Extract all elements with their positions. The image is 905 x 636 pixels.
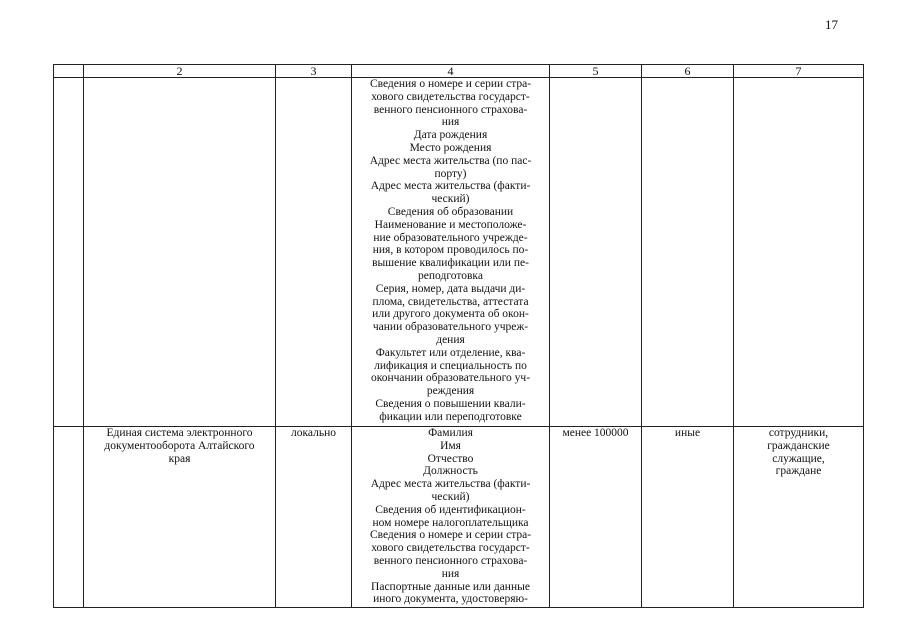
row2-col2-line: края xyxy=(168,452,191,465)
row1-col4-line: ние образовательного учрежде- xyxy=(373,231,528,244)
row2-col4-line: Адрес места жительства (факти- xyxy=(370,478,531,491)
row1-col4-line: Факультет или отделение, ква- xyxy=(375,346,526,359)
table-row xyxy=(54,427,864,608)
data-table xyxy=(53,64,864,608)
row2-system-name xyxy=(84,427,276,608)
row2-col4-line: Фамилия xyxy=(428,427,473,439)
row1-col4-line: или другого документа об окон- xyxy=(372,308,529,321)
row1-col3 xyxy=(276,78,352,427)
row2-col4-line: ния xyxy=(441,567,460,580)
row1-col4-line: окончании образовательного уч- xyxy=(370,372,531,385)
row2-location: локально xyxy=(276,427,352,608)
row2-col4-line: хового свидетельства государст- xyxy=(371,542,530,555)
row2-col4-line: иного документа, удостоверяю- xyxy=(373,593,528,606)
row1-col4-line: лификация и специальность по xyxy=(374,359,527,372)
row1-col6 xyxy=(642,78,734,427)
header-cell-3: 3 xyxy=(276,65,352,78)
header-cell-7: 7 xyxy=(734,65,864,78)
header-cell-2: 2 xyxy=(84,65,276,78)
row1-col4-line: ческий) xyxy=(431,193,470,206)
row1-col4-line: Адрес места жительства (факти- xyxy=(370,180,531,193)
row1-col4-line: вышение квалификации или пе- xyxy=(372,257,529,270)
row2-col4-line: Сведения об идентификацион- xyxy=(375,503,526,516)
header-cell-1 xyxy=(54,65,84,78)
row1-col4-line: ния xyxy=(441,116,460,129)
row1-col4-line: Сведения о повышении квали- xyxy=(375,397,526,410)
row2-col4-line: венного пенсионного страхова- xyxy=(373,554,528,567)
header-cell-4: 4 xyxy=(352,65,550,78)
row1-col4-line: Сведения о номере и серии стра- xyxy=(369,78,532,90)
row1-col4-line: Дата рождения xyxy=(413,129,488,142)
row2-col7-line: служащие, xyxy=(772,452,825,465)
row2-col4 xyxy=(352,427,550,608)
row1-col4-line: Адрес места жительства (по пас- xyxy=(369,154,532,167)
row1-col4-line: дения xyxy=(436,333,465,346)
row1-col4-line: реподготовка xyxy=(418,269,483,282)
row1-col4 xyxy=(352,78,550,427)
row1-col4-line: венного пенсионного страхова- xyxy=(373,103,528,116)
row2-col7-line: гражданские xyxy=(767,439,830,452)
row1-col5 xyxy=(550,78,642,427)
row1-col4-line: хового свидетельства государст- xyxy=(371,90,530,103)
row1-col4-line: Наименование и местоположе- xyxy=(374,218,527,231)
row1-col4-line: Сведения об образовании xyxy=(387,205,514,218)
row2-col2-line: Единая система электронного xyxy=(106,427,253,439)
row1-col4-line: чании образовательного учреж- xyxy=(372,321,529,334)
row2-col2-line: документооборота Алтайского xyxy=(104,439,255,452)
row1-col4-line: порту) xyxy=(434,167,467,180)
row1-col4-line: фикации или переподготовке xyxy=(379,410,522,423)
row2-col1 xyxy=(54,427,84,608)
row1-col4-line: ния, в котором проводилось по- xyxy=(372,244,529,257)
row1-col4-line: реждения xyxy=(426,385,475,398)
row2-col4-line: ном номере налогоплательщика xyxy=(372,516,529,529)
row2-col7-line: сотрудники, xyxy=(768,427,829,439)
row2-count: менее 100000 xyxy=(550,427,642,608)
row2-col4-line: Должность xyxy=(423,465,478,478)
header-cell-6: 6 xyxy=(642,65,734,78)
row2-col4-line: ческий) xyxy=(431,490,470,503)
header-cell-5: 5 xyxy=(550,65,642,78)
row2-col4-line: Сведения о номере и серии стра- xyxy=(369,529,532,542)
header-row xyxy=(54,65,864,78)
row2-col4-line: Имя xyxy=(440,439,461,452)
row2-col4-line: Отчество xyxy=(427,452,474,465)
row1-col4-line: Место рождения xyxy=(409,141,492,154)
row1-col2 xyxy=(84,78,276,427)
row1-col4-line: плома, свидетельства, аттестата xyxy=(372,295,529,308)
row2-col7-line: граждане xyxy=(775,465,822,478)
row2-col4-line: Паспортные данные или данные xyxy=(371,580,530,593)
page-number: 17 xyxy=(825,17,838,32)
table-row xyxy=(54,78,864,427)
row2-category: иные xyxy=(642,427,734,608)
row1-col4-line: Серия, номер, дата выдачи ди- xyxy=(375,282,526,295)
row2-subjects xyxy=(734,427,864,608)
row1-col7 xyxy=(734,78,864,427)
row1-col1 xyxy=(54,78,84,427)
